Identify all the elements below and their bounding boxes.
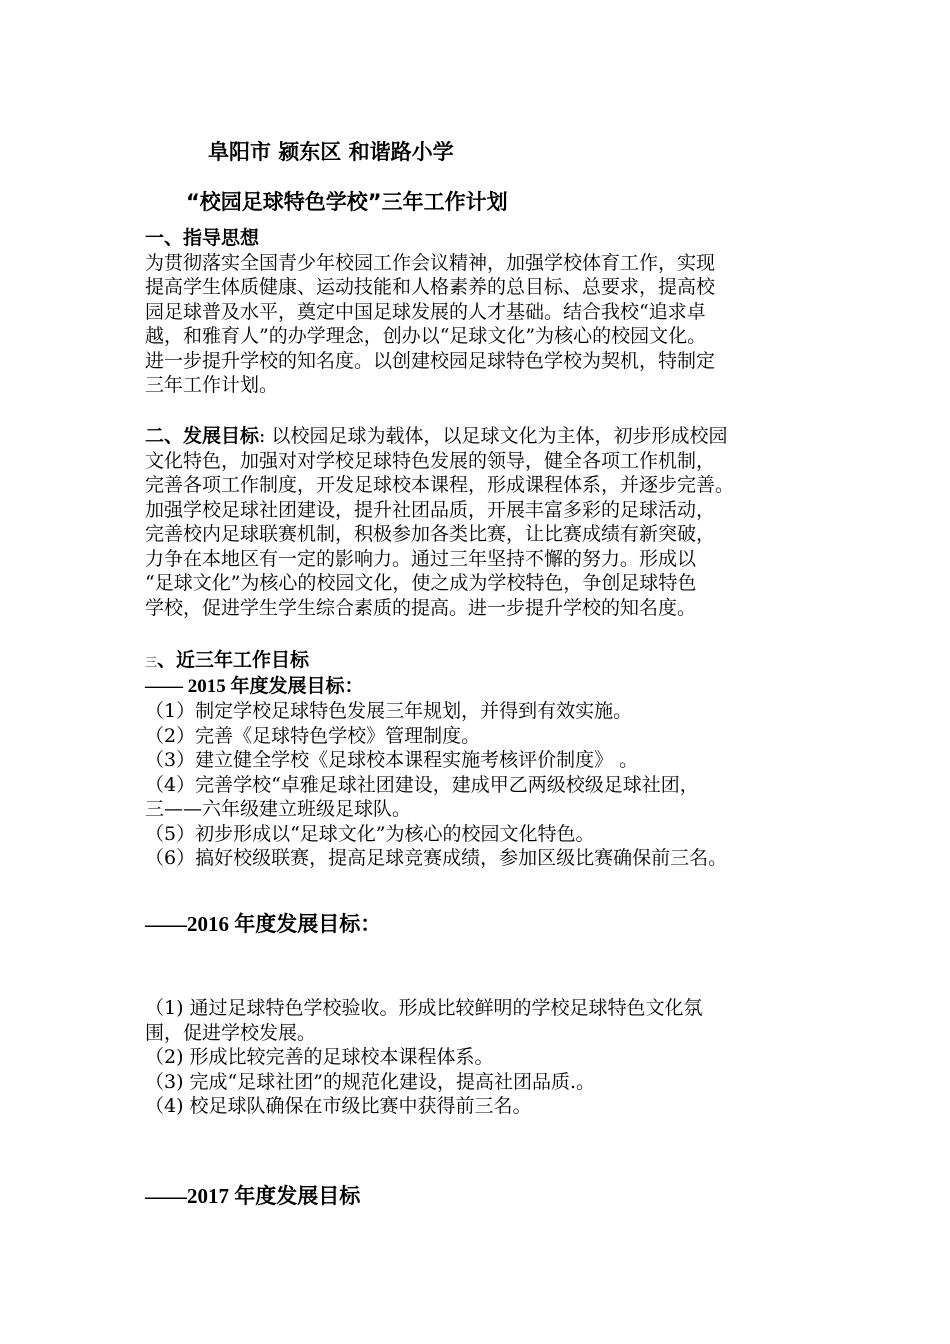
year2016-item: （1) 通过足球特色学校验收。形成比较鲜明的学校足球特色文化氛: [145, 997, 703, 1019]
year2015-item: （2）完善《足球特色学校》管理制度。: [145, 724, 481, 747]
section-three-year-goals: [145, 648, 825, 871]
year2016-item: （2) 形成比较完善的足球校本课程体系。: [145, 1046, 494, 1068]
school-name: 阜阳市 颍东区 和谐路小学: [208, 140, 454, 164]
section1-line: 进一步提升学校的知名度。以创建校园足球特色学校为契机，特制定: [145, 349, 716, 372]
section2-heading: 二、发展目标: [145, 425, 260, 447]
year2015-item: （5）初步形成以“足球文化”为核心的校园文化特色。: [145, 822, 595, 845]
section1-line: 越，和雅育人”的办学理念，创办以“足球文化”为核心的校园文化。: [145, 325, 707, 347]
year2015-item: （4）完善学校“卓雅足球社团建设，建成甲乙两级校级足球社团，: [145, 773, 699, 796]
section1-line: 三年工作计划。: [145, 374, 279, 396]
year2016-item: （3) 完成“足球社团”的规范化建设，提高社团品质.。: [145, 1070, 596, 1093]
year2017-heading: ——2017 年度发展目标: [145, 1184, 361, 1208]
section1-line: 为贯彻落实全国青少年校园工作会议精神，加强学校体育工作，实现: [145, 251, 716, 274]
section2-first-line-text: : 以校园足球为载体，以足球文化为主体，初步形成校园: [259, 425, 728, 447]
section3-heading-line: [145, 648, 825, 675]
year2015-item: （1）制定学校足球特色发展三年规划，并得到有效实施。: [145, 700, 633, 722]
section2-line: 学校，促进学生学生综合素质的提高。进一步提升学校的知名度。: [145, 596, 697, 619]
year2015-heading: —— 2015 年度发展目标：: [145, 675, 364, 697]
section2-line: 完善各项工作制度，开发足球校本课程，形成课程体系，并逐步完善。: [145, 474, 735, 496]
section1-line: 提高学生体质健康、运动技能和人格素养的总目标、总要求，提高校: [145, 276, 716, 298]
year2016-item: 围，促进学校发展。: [145, 1021, 317, 1044]
section1-line: 园足球普及水平，奠定中国足球发展的人才基础。结合我校“追求卓: [145, 300, 706, 323]
section2-line: 完善校内足球联赛机制，积极参加各类比赛，让比赛成绩有新突破，: [145, 523, 716, 545]
year2015-item: （6）搞好校级联赛，提高足球竞赛成绩，参加区级比赛确保前三名。: [145, 847, 728, 869]
section-development-goals: [145, 424, 825, 620]
plan-title: “校园足球特色学校”三年工作计划: [186, 190, 508, 214]
year2015-item: （3）建立健全学校《足球校本课程实施考核评价制度》 。: [145, 749, 639, 771]
section3-number: 三: [145, 655, 158, 669]
year2015-item: 三——六年级建立班级足球队。: [145, 798, 412, 820]
section-guiding-thought: [145, 226, 825, 398]
section1-heading: 一、指导思想: [145, 227, 260, 249]
section2-line: 文化特色，加强对对学校足球特色发展的领导，健全各项工作机制，: [145, 449, 716, 472]
section2-line: 加强学校足球社团建设，提升社团品质，开展丰富多彩的足球活动，: [145, 498, 716, 521]
section2-first-line: [145, 424, 825, 449]
section2-line: “足球文化”为核心的校园文化，使之成为学校特色，争创足球特色: [145, 572, 697, 594]
section3-heading: 、近三年工作目标: [157, 649, 310, 671]
year2016-item: （4) 校足球队确保在市级比赛中获得前三名。: [145, 1095, 532, 1117]
section2-line: 力争在本地区有一定的影响力。通过三年坚持不懈的努力。形成以: [145, 547, 697, 570]
year2016-goals: [145, 996, 825, 1119]
year2016-heading: ——2016 年度发展目标：: [145, 912, 382, 936]
